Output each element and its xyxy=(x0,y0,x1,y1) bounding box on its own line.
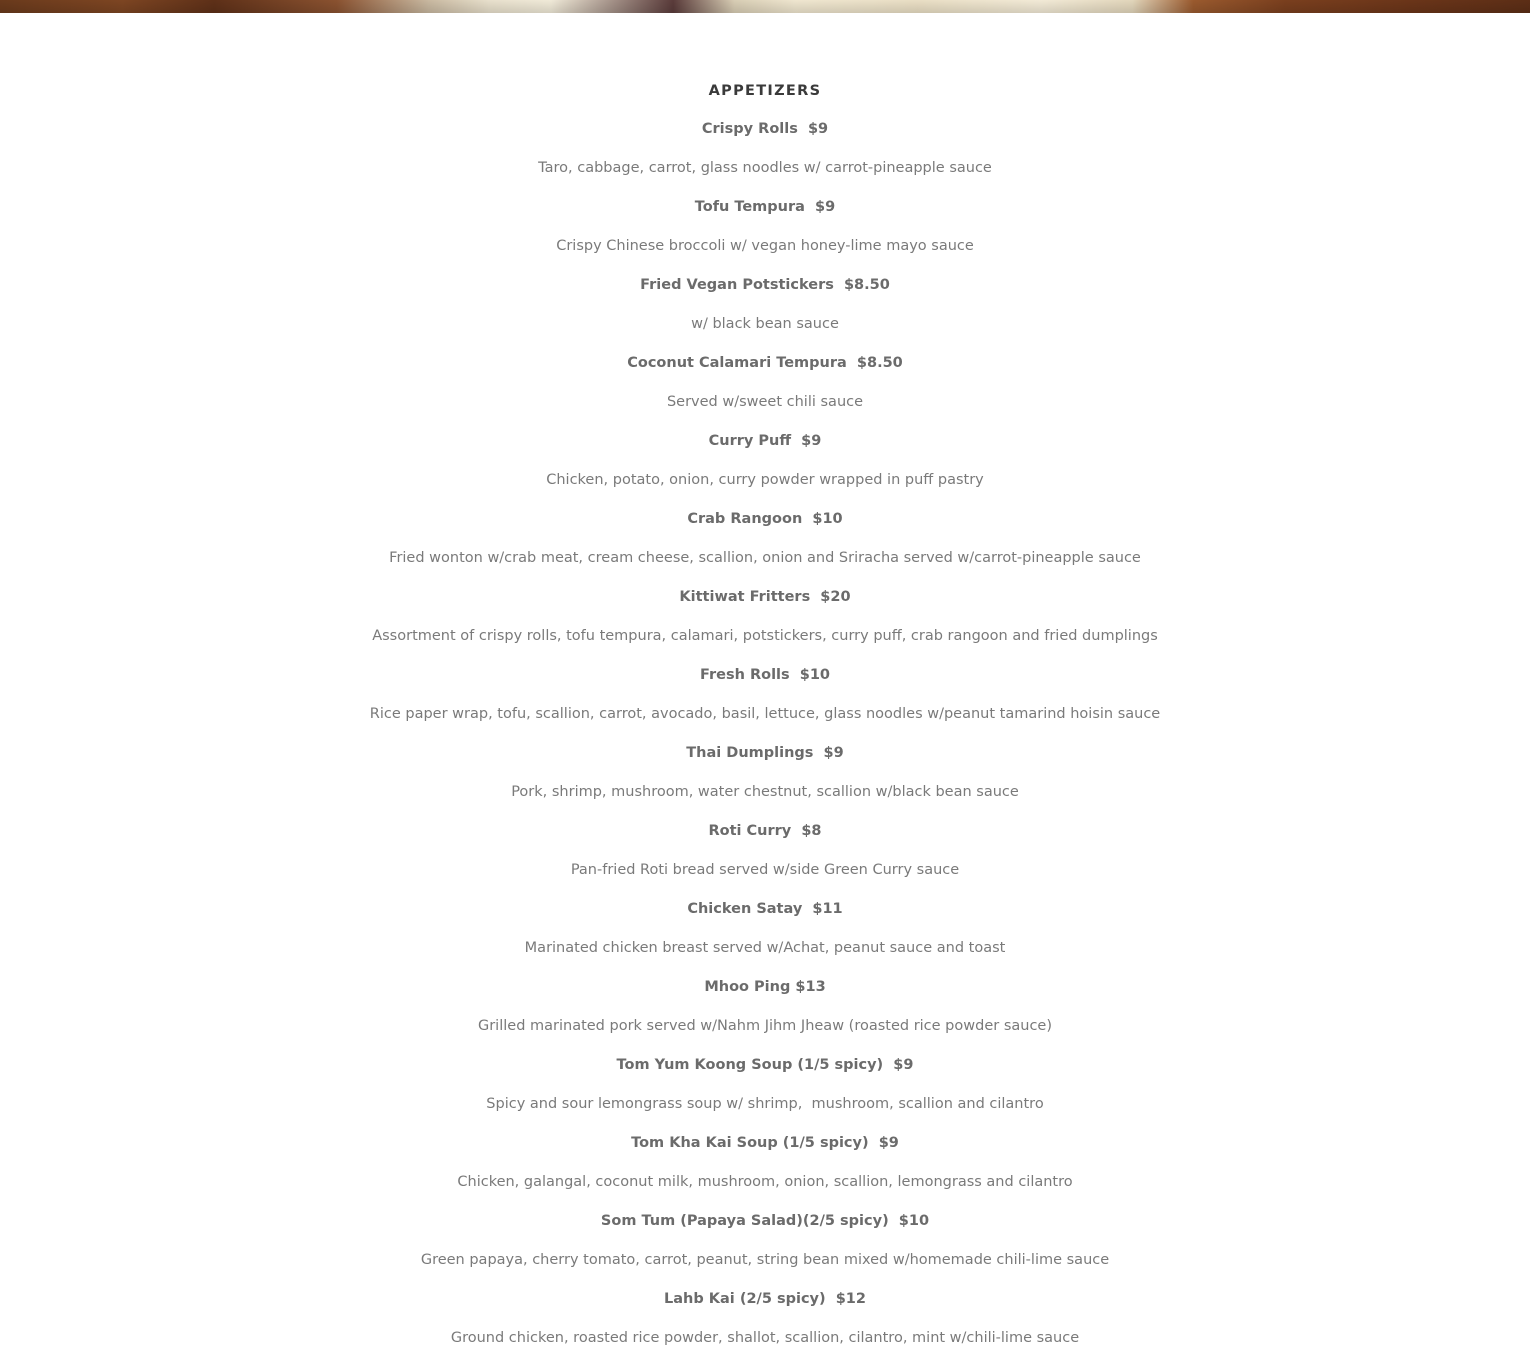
item-description: Fried wonton w/crab meat, cream cheese, scallion, onion and Sriracha served w/carrot-pineapple sauce xyxy=(389,550,1141,566)
item-description: Grilled marinated pork served w/Nahm Jihm Jheaw (roasted rice powder sauce) xyxy=(477,1018,1052,1034)
item-description: Ground chicken, roasted rice powder, shallot, scallion, cilantro, mint w/chili-lime sauce xyxy=(450,1330,1080,1346)
item-name: Roti Curry $8 xyxy=(708,823,822,839)
item-description: Served w/sweet chili sauce xyxy=(666,394,864,410)
item-name: Fresh Rolls $10 xyxy=(699,667,831,683)
item-name: Tom Yum Koong Soup (1/5 spicy) $9 xyxy=(616,1057,914,1073)
menu-item xyxy=(0,977,1530,1055)
menu-item xyxy=(0,119,1530,197)
item-name: Kittiwat Fritters $20 xyxy=(679,589,851,605)
item-name: Crab Rangoon $10 xyxy=(687,511,843,527)
menu-item xyxy=(0,743,1530,821)
section-title: APPETIZERS xyxy=(708,83,822,99)
item-description: Marinated chicken breast served w/Achat, peanut sauce and toast xyxy=(524,940,1006,956)
item-description: Chicken, galangal, coconut milk, mushroom, onion, scallion, lemongrass and cilantro xyxy=(457,1174,1073,1190)
item-name: Curry Puff $9 xyxy=(708,433,822,449)
item-description: w/ black bean sauce xyxy=(691,316,839,332)
item-description: Green papaya, cherry tomato, carrot, peanut, string bean mixed w/homemade chili-lime sauce xyxy=(420,1252,1110,1268)
menu-item xyxy=(0,899,1530,977)
item-description: Assortment of crispy rolls, tofu tempura, calamari, potstickers, curry puff, crab rangoon and fried dumplings xyxy=(372,628,1158,644)
menu-item xyxy=(0,1289,1530,1367)
item-name: Chicken Satay $11 xyxy=(687,901,843,917)
item-description: Spicy and sour lemongrass soup w/ shrimp, mushroom, scallion and cilantro xyxy=(486,1096,1044,1112)
menu-item xyxy=(0,509,1530,587)
hero-image-shade xyxy=(0,0,1530,13)
menu-item xyxy=(0,431,1530,509)
item-description: Chicken, potato, onion, curry powder wrapped in puff pastry xyxy=(546,472,984,488)
item-description: Taro, cabbage, carrot, glass noodles w/ carrot-pineapple sauce xyxy=(538,160,992,176)
item-name: Lahb Kai (2/5 spicy) $12 xyxy=(664,1291,866,1307)
item-name: Crispy Rolls $9 xyxy=(701,121,829,137)
item-name: Fried Vegan Potstickers $8.50 xyxy=(640,277,890,293)
menu-item xyxy=(0,1055,1530,1133)
menu-item xyxy=(0,587,1530,665)
menu-item xyxy=(0,275,1530,353)
item-description: Rice paper wrap, tofu, scallion, carrot, avocado, basil, lettuce, glass noodles w/peanut tamarind hoisin sauce xyxy=(369,706,1161,722)
item-name: Mhoo Ping $13 xyxy=(704,979,826,995)
menu-item xyxy=(0,665,1530,743)
item-name: Som Tum (Papaya Salad)(2/5 spicy) $10 xyxy=(600,1213,930,1229)
item-description: Pork, shrimp, mushroom, water chestnut, scallion w/black bean sauce xyxy=(511,784,1019,800)
item-name: Thai Dumplings $9 xyxy=(686,745,844,761)
menu-item xyxy=(0,197,1530,275)
item-name: Coconut Calamari Tempura $8.50 xyxy=(627,355,903,371)
item-description: Crispy Chinese broccoli w/ vegan honey-lime mayo sauce xyxy=(556,238,974,254)
item-name: Tom Kha Kai Soup (1/5 spicy) $9 xyxy=(631,1135,899,1151)
item-name: Tofu Tempura $9 xyxy=(694,199,836,215)
menu-item xyxy=(0,1133,1530,1211)
menu-item xyxy=(0,1211,1530,1289)
menu-item-list xyxy=(0,119,1530,1367)
menu-item xyxy=(0,353,1530,431)
item-description: Pan-fried Roti bread served w/side Green Curry sauce xyxy=(570,862,960,878)
menu-item xyxy=(0,821,1530,899)
